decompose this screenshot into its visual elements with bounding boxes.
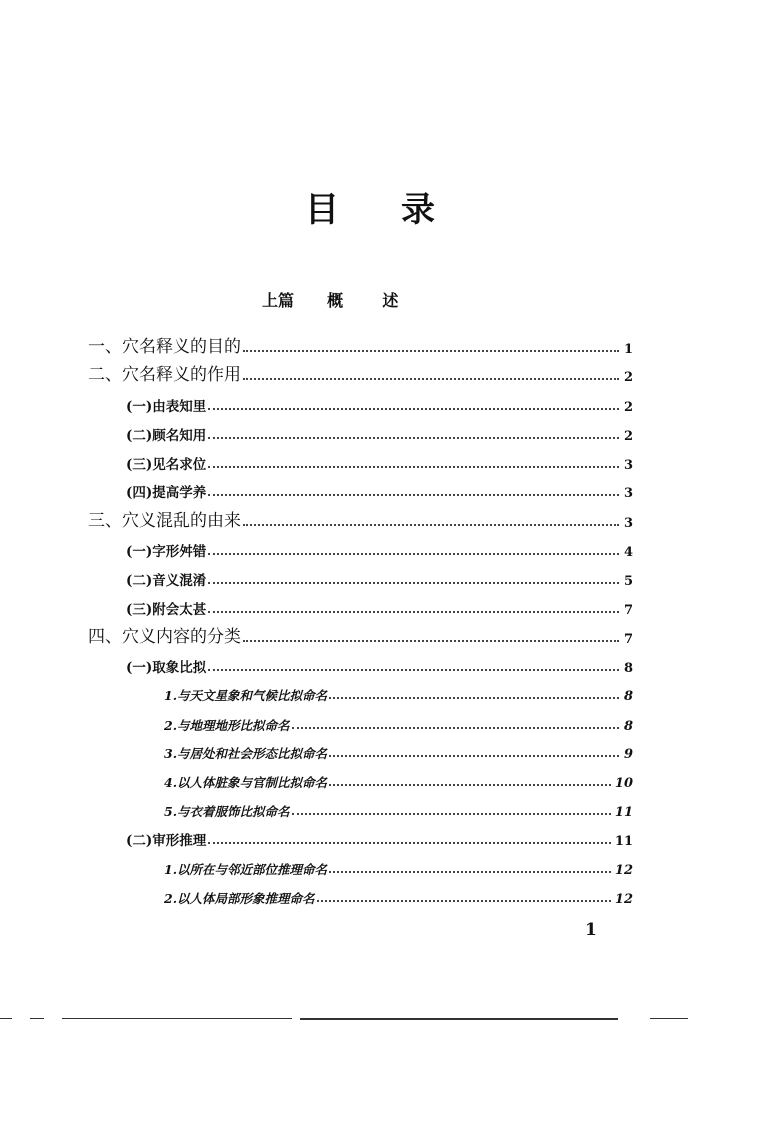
dot-leader (292, 727, 619, 729)
toc-entry-page: 4 (623, 545, 633, 560)
toc-entry-title: (二)审形推理 (126, 833, 207, 849)
toc-entry-title: 2.以人体局部形象推理命名 (164, 891, 315, 906)
toc-entry-title: (一)由表知里 (126, 399, 207, 415)
toc-entry-title: 4.以人体脏象与官制比拟命名 (164, 775, 328, 790)
scan-line (650, 1018, 688, 1019)
toc-entry-page: 11 (614, 834, 633, 849)
toc-entry (88, 596, 633, 618)
dot-leader (208, 669, 619, 671)
toc-entry-title: 1.以所在与邻近部位推理命名 (164, 862, 328, 877)
toc-entry-title: (二)音义混淆 (126, 573, 207, 589)
toc-entry (88, 538, 633, 560)
toc-entry (88, 769, 633, 791)
part-heading (262, 288, 398, 311)
title-char: 录 (401, 190, 435, 230)
dot-leader (243, 350, 619, 352)
toc-entry (88, 740, 633, 762)
toc-entry (88, 712, 633, 734)
toc-entry-title: 2.与地理地形比拟命名 (164, 718, 290, 733)
toc-entry-title: (三)附会太甚 (126, 602, 207, 618)
toc-entry-page: 11 (614, 805, 633, 820)
scan-line (62, 1018, 292, 1019)
part-name-char: 概 (327, 291, 344, 310)
toc-entry-title: 3.与居处和社会形态比拟命名 (164, 746, 328, 761)
dot-leader (208, 466, 619, 468)
toc-entry-page: 7 (623, 603, 633, 618)
toc-entry (88, 422, 633, 444)
toc-entry (88, 363, 633, 385)
page-number: 1 (585, 920, 597, 940)
toc-entry (88, 625, 633, 647)
toc-entry-title: (一)字形舛错 (126, 544, 207, 560)
toc-entry-page: 9 (623, 747, 633, 762)
toc-entry-title: (四)提高学养 (126, 485, 207, 501)
toc-entry (88, 567, 633, 589)
toc-entry (88, 856, 633, 878)
toc-entry-page: 10 (614, 776, 633, 791)
toc-entry-page: 2 (623, 429, 633, 444)
toc-entry-title: 四、穴义内容的分类 (88, 627, 241, 647)
dot-leader (329, 697, 619, 699)
toc-entry-page: 8 (623, 689, 633, 704)
scan-line (0, 1018, 12, 1019)
toc-entry-page: 3 (623, 458, 633, 473)
toc-entry (88, 479, 633, 501)
dot-leader (208, 408, 619, 410)
toc-entry-title: 5.与衣着服饰比拟命名 (164, 804, 290, 819)
scan-line (30, 1018, 44, 1019)
toc-entry-page: 2 (623, 400, 633, 415)
toc-entry (88, 827, 633, 849)
dot-leader (329, 755, 619, 757)
toc-entry-title: 三、穴义混乱的由来 (88, 511, 241, 531)
dot-leader (243, 378, 619, 380)
part-label: 上篇 (262, 291, 295, 310)
toc-entry (88, 798, 633, 820)
toc-entry-page: 3 (623, 516, 633, 531)
toc-entry (88, 393, 633, 415)
toc-entry-page: 12 (614, 863, 633, 878)
dot-leader (317, 900, 611, 902)
dot-leader (243, 524, 619, 526)
dot-leader (292, 813, 611, 815)
toc-entry-title: (二)顾名知用 (126, 428, 207, 444)
toc-entry-page: 7 (623, 632, 633, 647)
dot-leader (243, 640, 619, 642)
dot-leader (208, 842, 611, 844)
toc-entry (88, 885, 633, 907)
title-char: 目 (305, 190, 339, 230)
dot-leader (208, 437, 619, 439)
toc-entry-page: 2 (623, 370, 633, 385)
toc-entry-title: (三)见名求位 (126, 457, 207, 473)
toc-entry (88, 682, 633, 704)
dot-leader (208, 611, 619, 613)
toc-entry-page: 12 (614, 892, 633, 907)
toc-entry-title: (一)取象比拟 (126, 660, 207, 676)
toc-entry (88, 509, 633, 531)
dot-leader (208, 494, 619, 496)
page-title (305, 182, 435, 231)
toc-entry-page: 5 (623, 574, 633, 589)
dot-leader (329, 871, 611, 873)
dot-leader (208, 553, 619, 555)
toc-entry-page: 1 (623, 342, 633, 357)
toc-entry (88, 654, 633, 676)
toc-entry-title: 一、穴名释义的目的 (88, 337, 241, 357)
toc-entry-page: 8 (623, 661, 633, 676)
dot-leader (208, 582, 619, 584)
toc-entry-page: 3 (623, 486, 633, 501)
toc-entry (88, 451, 633, 473)
toc-entry-title: 二、穴名释义的作用 (88, 365, 241, 385)
part-name-char: 述 (382, 291, 399, 310)
toc-entry-page: 8 (623, 719, 633, 734)
toc-entry-title: 1.与天文星象和气候比拟命名 (164, 688, 328, 703)
scan-line (300, 1018, 618, 1020)
dot-leader (329, 784, 611, 786)
toc-entry (88, 335, 633, 357)
